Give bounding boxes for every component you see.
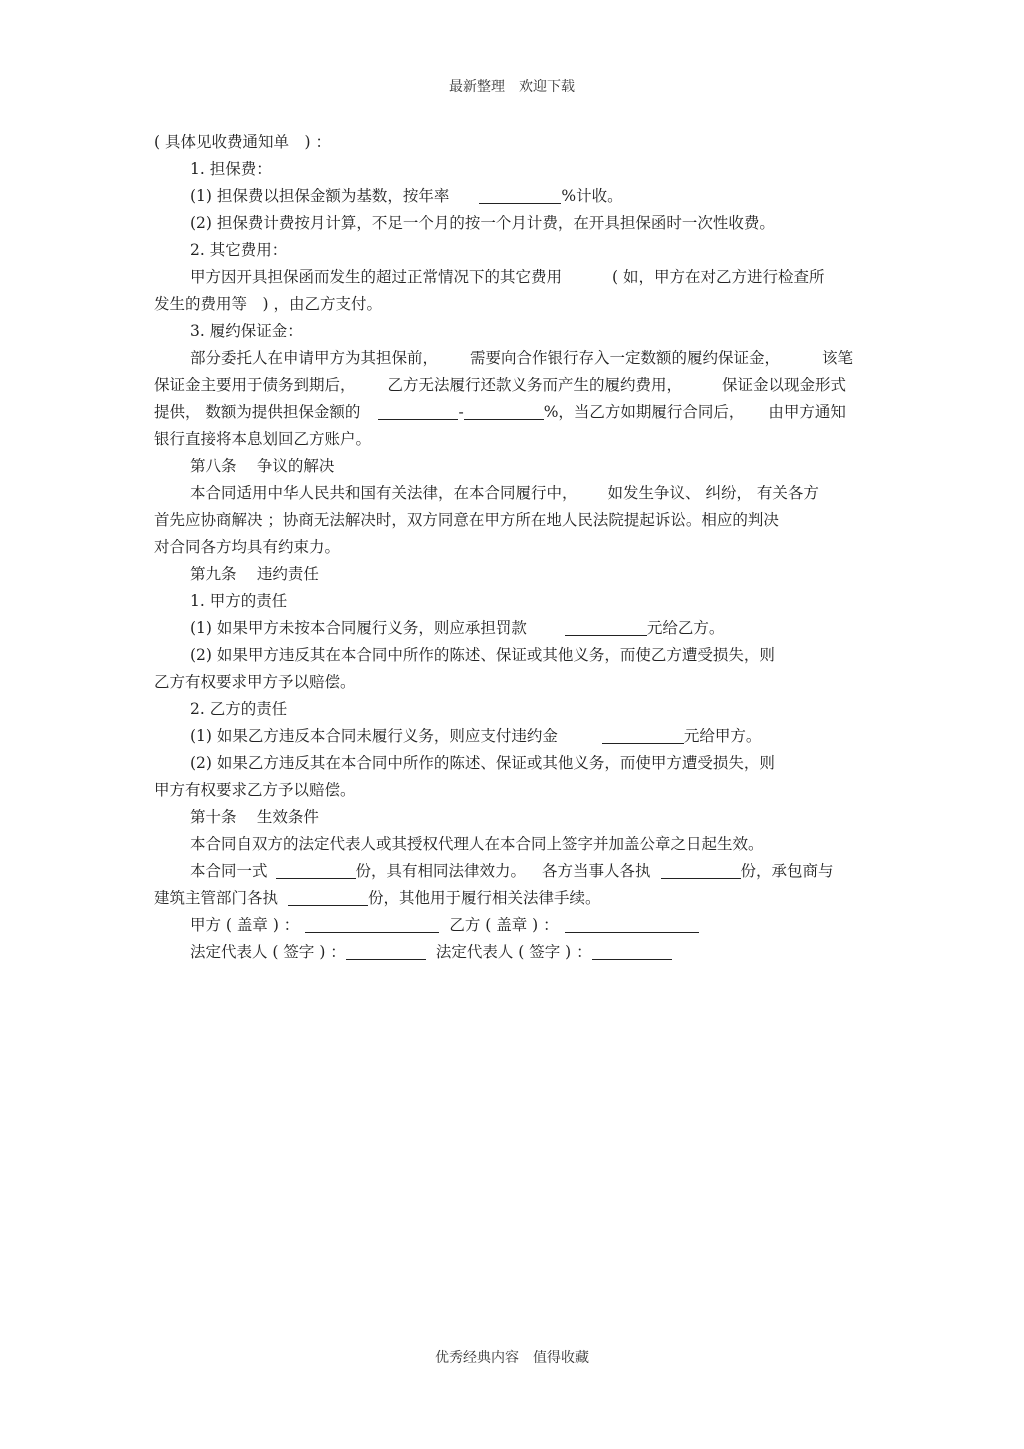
text: 2. 其它费用： bbox=[190, 241, 288, 259]
deposit-line-1 bbox=[154, 345, 866, 372]
text: (1) 如果乙方违反本合同未履行义务，则应支付违约金 bbox=[190, 727, 558, 745]
text: 对合同各方均具有约束力。 bbox=[154, 538, 341, 556]
text: 乙方 ( 盖章 ) ： bbox=[449, 916, 559, 934]
text: (1) 如果甲方未按本合同履行义务，则应承担罚款 bbox=[190, 619, 527, 637]
deposit-min-blank[interactable] bbox=[378, 403, 458, 420]
deposit-line-2 bbox=[154, 372, 866, 399]
text: %计收。 bbox=[561, 187, 623, 205]
page-header bbox=[0, 76, 1024, 96]
party-a-seal-blank[interactable] bbox=[305, 916, 439, 933]
text: 由甲方通知 bbox=[768, 403, 846, 421]
article-9-heading bbox=[154, 561, 866, 588]
text: 保证金主要用于债务到期后， bbox=[154, 376, 356, 394]
text: 1. 担保费： bbox=[190, 160, 272, 178]
article-8-heading bbox=[154, 453, 866, 480]
guarantee-fee-rate-line bbox=[154, 183, 866, 210]
text: 第九条 违约责任 bbox=[190, 565, 319, 583]
text: 本合同适用中华人民共和国有关法律，在本合同履行中， bbox=[190, 484, 578, 502]
text: 甲方因开具担保函而发生的超过正常情况下的其它费用 bbox=[190, 268, 563, 286]
text: 元给甲方。 bbox=[683, 727, 762, 745]
text: (2) 如果乙方违反其在本合同中所作的陈述、保证或其他义务，而使甲方遭受损失，则 bbox=[190, 754, 775, 772]
text: (1) 担保费以担保金额为基数，按年率 bbox=[190, 187, 450, 205]
text: (2) 担保费计费按月计算，不足一个月的按一个月计费，在开具担保函时一次性收费。 bbox=[190, 214, 775, 232]
text: 份，其他用于履行相关法律手续。 bbox=[368, 889, 601, 907]
party-b-signature-blank[interactable] bbox=[592, 943, 672, 960]
text: 首先应协商解决 ；协商无法解决时，双方同意在甲方所在地人民法院提起诉讼。相应的判决 bbox=[154, 511, 779, 529]
other-fees-line bbox=[154, 264, 866, 291]
text: ( 具体见收费通知单 ) ： bbox=[154, 133, 331, 151]
guarantee-fee-heading bbox=[154, 156, 866, 183]
party-a-penalty-line bbox=[154, 615, 866, 642]
dispute-line-3 bbox=[154, 534, 866, 561]
dispute-line-2 bbox=[154, 507, 866, 534]
copies-line-1 bbox=[154, 858, 866, 885]
party-copies-blank[interactable] bbox=[661, 862, 741, 879]
party-b-breach-line bbox=[154, 750, 866, 777]
performance-deposit-heading bbox=[154, 318, 866, 345]
deposit-line-4 bbox=[154, 426, 866, 453]
party-a-liability-heading bbox=[154, 588, 866, 615]
article-10-heading bbox=[154, 804, 866, 831]
party-a-signature-blank[interactable] bbox=[346, 943, 426, 960]
party-b-seal-blank[interactable] bbox=[565, 916, 699, 933]
contract-body bbox=[154, 129, 866, 966]
text: 保证金以现金形式 bbox=[722, 376, 847, 394]
text: 银行直接将本息划回乙方账户。 bbox=[154, 430, 372, 448]
footer-left-text: 优秀经典内容 bbox=[435, 1350, 519, 1366]
text: 该笔 bbox=[822, 349, 854, 367]
party-a-breach-line bbox=[154, 642, 866, 669]
other-fees-heading bbox=[154, 237, 866, 264]
text: (2) 如果甲方违反其在本合同中所作的陈述、保证或其他义务，而使乙方遭受损失，则 bbox=[190, 646, 775, 664]
header-right-text: 欢迎下载 bbox=[519, 79, 575, 95]
total-copies-blank[interactable] bbox=[276, 862, 356, 879]
rate-blank[interactable] bbox=[479, 187, 561, 204]
text: 元给乙方。 bbox=[646, 619, 725, 637]
footer-right-text: 值得收藏 bbox=[533, 1350, 589, 1366]
party-b-penalty-line bbox=[154, 723, 866, 750]
text: 份，具有相同法律效力。 bbox=[355, 862, 527, 880]
text: %，当乙方如期履行合同后， bbox=[543, 403, 745, 421]
text: 乙方无法履行还款义务而产生的履约费用， bbox=[387, 376, 683, 394]
text: 第八条 争议的解决 bbox=[190, 457, 335, 475]
party-a-breach-line-cont bbox=[154, 669, 866, 696]
guarantee-fee-billing-line bbox=[154, 210, 866, 237]
text: 提供， 数额为提供担保金额的 bbox=[154, 403, 361, 421]
text: 建筑主管部门各执 bbox=[154, 889, 279, 907]
other-fees-line-cont bbox=[154, 291, 866, 318]
text: 各方当事人各执 bbox=[542, 862, 651, 880]
text: 乙方有权要求甲方予以赔偿。 bbox=[154, 673, 356, 691]
text: 3. 履约保证金： bbox=[190, 322, 303, 340]
deposit-max-blank[interactable] bbox=[464, 403, 544, 420]
party-b-liability-heading bbox=[154, 696, 866, 723]
text: 需要向合作银行存入一定数额的履约保证金， bbox=[470, 349, 781, 367]
penalty-amount-blank[interactable] bbox=[565, 619, 647, 636]
text: ( 如，甲方在对乙方进行检查所 bbox=[612, 268, 825, 286]
liquidated-damages-blank[interactable] bbox=[602, 727, 684, 744]
fee-note-line bbox=[154, 129, 866, 156]
text: 本合同一式 bbox=[190, 862, 268, 880]
text: 发生的费用等 ) ，由乙方支付。 bbox=[154, 295, 382, 313]
authority-copies-blank[interactable] bbox=[288, 889, 368, 906]
dispute-line-1 bbox=[154, 480, 866, 507]
text: 第十条 生效条件 bbox=[190, 808, 319, 826]
effectiveness-line bbox=[154, 831, 866, 858]
text: 2. 乙方的责任 bbox=[190, 700, 288, 718]
party-b-breach-line-cont bbox=[154, 777, 866, 804]
seal-line bbox=[154, 912, 866, 939]
page-footer bbox=[0, 1347, 1024, 1367]
text: 甲方有权要求乙方予以赔偿。 bbox=[154, 781, 356, 799]
signature-line bbox=[154, 939, 866, 966]
text: 1. 甲方的责任 bbox=[190, 592, 288, 610]
text: 份，承包商与 bbox=[740, 862, 834, 880]
deposit-line-3 bbox=[154, 399, 866, 426]
text: 法定代表人 ( 签字 ) ： bbox=[435, 943, 592, 961]
text: 本合同自双方的法定代表人或其授权代理人在本合同上签字并加盖公章之日起生效。 bbox=[190, 835, 764, 853]
text: 甲方 ( 盖章 ) ： bbox=[190, 916, 300, 934]
text: 如发生争议、 纠纷， 有关各方 bbox=[607, 484, 819, 502]
text: - bbox=[458, 403, 464, 421]
text: 部分委托人在申请甲方为其担保前， bbox=[190, 349, 439, 367]
text: 法定代表人 ( 签字 ) ： bbox=[190, 943, 346, 961]
header-left-text: 最新整理 bbox=[449, 79, 505, 95]
copies-line-2 bbox=[154, 885, 866, 912]
